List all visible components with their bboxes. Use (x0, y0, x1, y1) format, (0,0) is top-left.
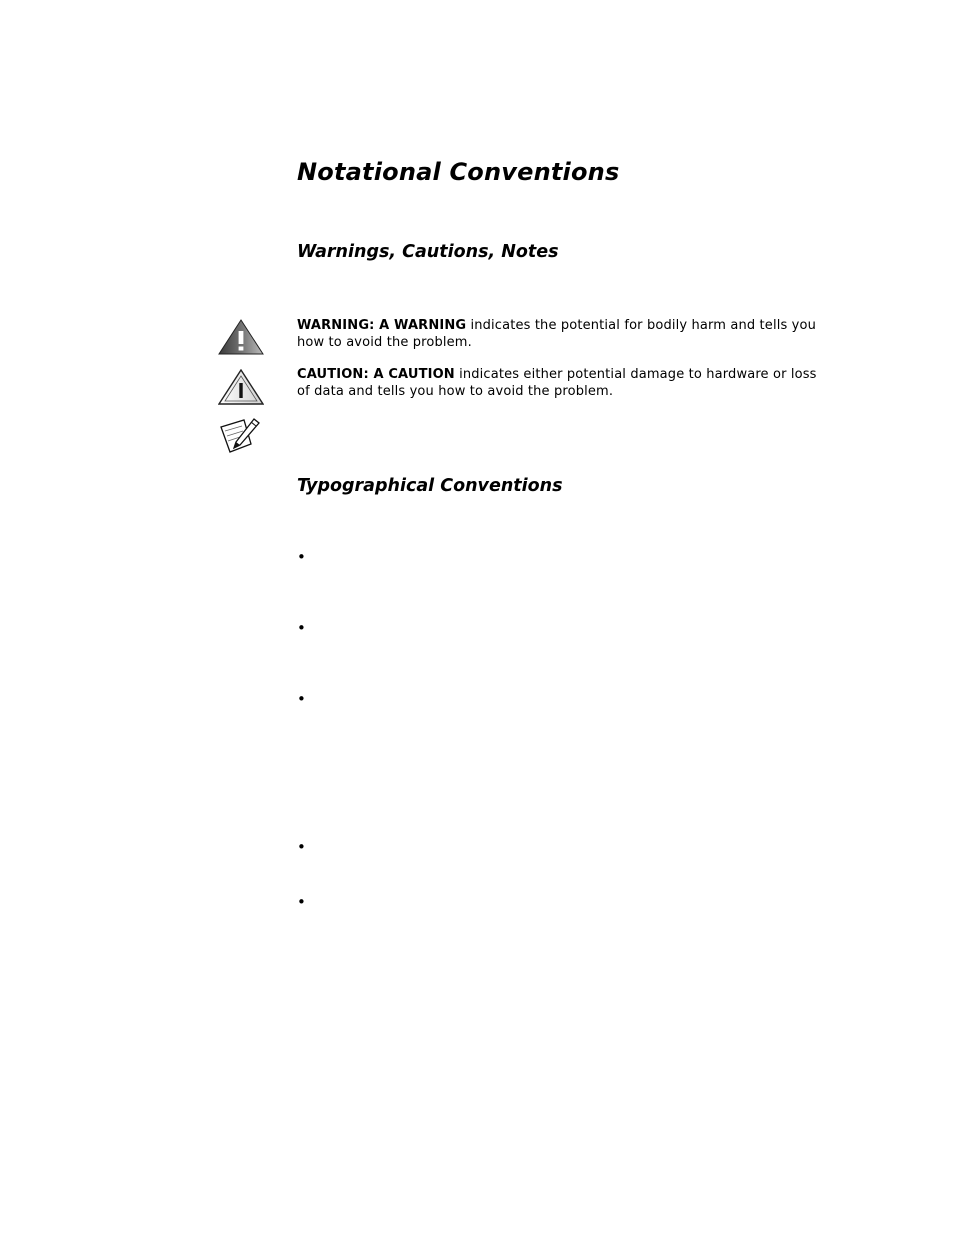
note-pencil-icon (218, 417, 262, 455)
warning-lead: WARNING: A WARNING (297, 318, 467, 333)
bullet-marker: • (297, 893, 306, 911)
page-title: Notational Conventions (297, 158, 620, 186)
warnings-cautions-notes-heading: Warnings, Cautions, Notes (297, 242, 559, 262)
caution-lead: CAUTION: A CAUTION (297, 367, 455, 382)
bullet-marker: • (297, 838, 306, 856)
bullet-marker: • (297, 619, 306, 637)
bullet-marker: • (297, 548, 306, 566)
warning-notice (297, 317, 817, 351)
caution-triangle-icon (218, 369, 264, 405)
caution-text: indicates either potential damage to hardware or loss of data and tells you how to avoid the problem. (297, 367, 817, 399)
caution-notice (297, 366, 817, 400)
typographical-conventions-heading: Typographical Conventions (297, 476, 563, 496)
warning-text: indicates the potential for bodily harm and tells you how to avoid the problem. (297, 318, 817, 350)
bullet-marker: • (297, 690, 306, 708)
warning-triangle-icon (218, 319, 264, 355)
